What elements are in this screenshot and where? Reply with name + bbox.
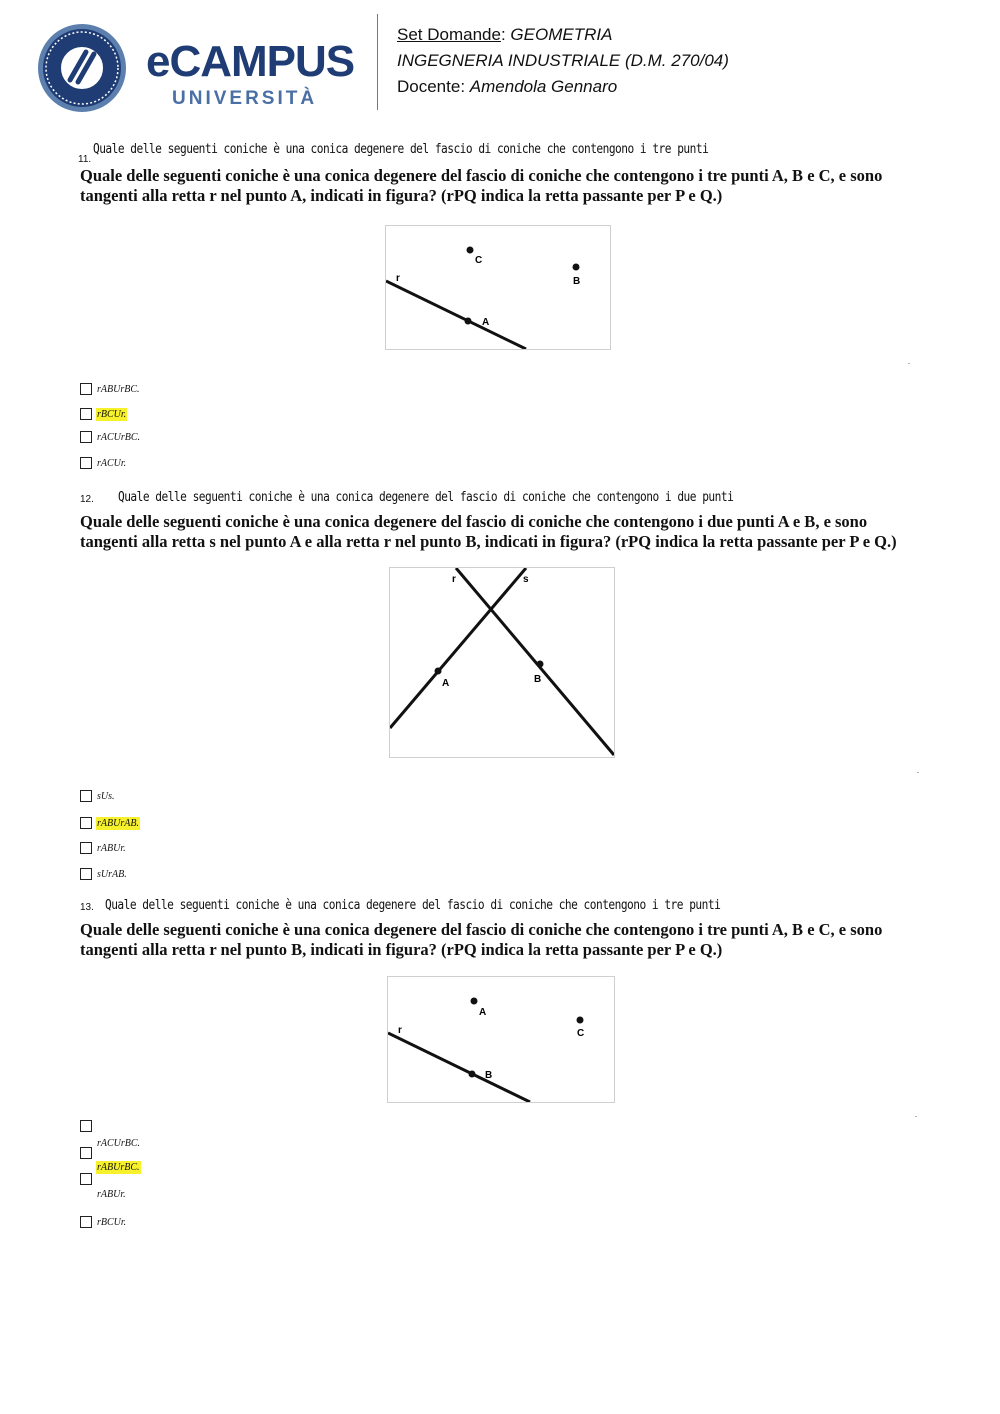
question-12 — [80, 490, 925, 552]
checkbox[interactable] — [80, 431, 92, 443]
checkbox[interactable] — [80, 383, 92, 395]
checkbox[interactable] — [80, 817, 92, 829]
ecampus-logo — [34, 24, 364, 116]
checkbox[interactable] — [80, 457, 92, 469]
question-intro: Quale delle seguenti coniche è una conica degenere del fascio di coniche che contengono i due punti — [118, 490, 734, 505]
question-13 — [80, 898, 925, 960]
figure-label: C — [577, 1028, 585, 1039]
question-number: 11. — [78, 154, 92, 165]
set-value: GEOMETRIA — [510, 25, 613, 44]
figure-label: r — [452, 574, 456, 585]
option-label: rACUrBC. — [97, 431, 141, 443]
teacher-name: Amendola Gennaro — [469, 77, 618, 96]
teacher-label: Docente: — [397, 77, 466, 96]
option-12-c[interactable] — [80, 840, 127, 856]
question-number: 13. — [80, 902, 94, 913]
checkbox[interactable] — [80, 408, 92, 420]
checkbox[interactable] — [80, 868, 92, 880]
figure-label: r — [398, 1025, 402, 1036]
logo-text: eCAMPUS — [146, 37, 355, 86]
figure-label: A — [479, 1007, 487, 1018]
option-11-b[interactable] — [80, 406, 127, 422]
checkbox[interactable] — [80, 790, 92, 802]
option-11-a[interactable] — [80, 381, 141, 397]
figure-label: B — [573, 276, 581, 287]
header-info: Set Domande: GEOMETRIA INGEGNERIA INDUSTRIALE (D.M. 270/04) Docente: Amendola Gennaro — [397, 25, 729, 96]
option-label: sUrAB. — [97, 868, 127, 880]
dot-mark: . — [915, 1110, 917, 1119]
option-label: rACUr. — [97, 457, 127, 469]
option-11-d[interactable] — [80, 455, 127, 471]
question-text: Quale delle seguenti coniche è una conica degenere del fascio di coniche che contengono i tre punti A, B e C, e sono tangenti alla retta r nel punto B, indicati in figura? (rPQ indica la retta passante per P e Q.) — [80, 920, 883, 959]
question-intro: Quale delle seguenti coniche è una conica degenere del fascio di coniche che contengono i tre punti — [105, 898, 721, 913]
option-label: rABUr. — [97, 1189, 126, 1200]
option-label-highlighted: rABUrAB. — [97, 817, 139, 829]
question-number: 12. — [80, 494, 94, 505]
figure-label: A — [482, 317, 490, 328]
question-intro: Quale delle seguenti coniche è una conica degenere del fascio di coniche che contengono i tre punti — [93, 142, 709, 157]
checkbox[interactable] — [80, 1120, 92, 1132]
question-11 — [80, 142, 925, 206]
question-text: Quale delle seguenti coniche è una conica degenere del fascio di coniche che contengono i due punti A e B, e sono tangenti alla retta s nel punto A e alla retta r nel punto B, indicati in figura? (rPQ indica la retta passante per P e Q.) — [80, 512, 897, 551]
figure-12 — [389, 567, 615, 758]
option-label: rACUrBC. — [97, 1138, 141, 1149]
option-13-d[interactable] — [80, 1214, 127, 1230]
figure-11 — [385, 225, 611, 350]
checkbox[interactable] — [80, 1173, 92, 1185]
header-divider — [377, 14, 378, 110]
figure-label: C — [475, 255, 483, 266]
option-label-highlighted: rBCUr. — [97, 408, 127, 420]
page-header — [0, 0, 1000, 120]
option-12-a[interactable] — [80, 788, 116, 804]
checkbox[interactable] — [80, 842, 92, 854]
dot-mark: . — [917, 766, 919, 775]
option-label: rBCUr. — [97, 1216, 127, 1228]
figure-label: r — [396, 273, 400, 284]
checkbox[interactable] — [80, 1147, 92, 1159]
figure-13 — [387, 976, 615, 1103]
question-text: Quale delle seguenti coniche è una conica degenere del fascio di coniche che contengono i tre punti A, B e C, e sono tangenti alla retta r nel punto A, indicati in figura? (rPQ indica la retta passante per P e Q.) — [80, 166, 883, 205]
figure-label: B — [534, 674, 542, 685]
set-label: Set Domande — [397, 25, 501, 44]
option-12-b[interactable] — [80, 815, 140, 831]
option-11-c[interactable] — [80, 429, 141, 445]
figure-label: A — [442, 678, 450, 689]
figure-label: B — [485, 1070, 493, 1081]
figure-label: s — [523, 574, 529, 585]
dot-mark: . — [908, 357, 910, 366]
option-label: rABUrBC. — [97, 383, 140, 395]
option-12-d[interactable] — [80, 866, 128, 882]
option-label: rABUr. — [97, 842, 126, 854]
checkbox[interactable] — [80, 1216, 92, 1228]
course-name: INGEGNERIA INDUSTRIALE (D.M. 270/04) — [397, 51, 729, 70]
option-label: sUs. — [97, 790, 115, 802]
option-label-highlighted: rABUrBC. — [97, 1162, 140, 1173]
logo-subtext: UNIVERSITÀ — [172, 88, 318, 109]
